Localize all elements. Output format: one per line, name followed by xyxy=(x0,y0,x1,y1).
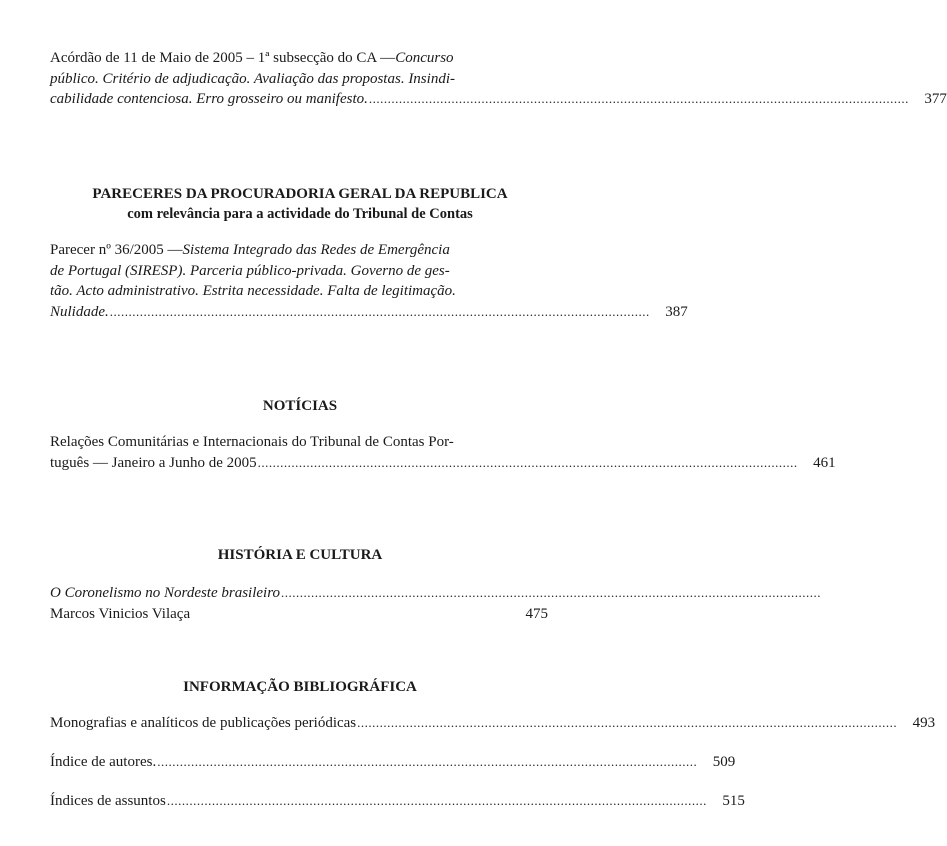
page-number: 509 xyxy=(712,754,736,770)
toc-entry-line: Monografias e analíticos de publicações periódicas ................................................................................................................................................ 493 xyxy=(50,713,548,734)
section-title: PARECERES DA PROCURADORIA GERAL DA REPUBLICA xyxy=(92,186,508,202)
section-heading-historia xyxy=(0,545,600,565)
page-number: 475 xyxy=(525,605,548,622)
toc-entry-line: cabilidade contenciosa. Erro grosseiro ou manifesto. ................................................................................................................................................ 377 xyxy=(50,89,548,110)
toc-entry-line: público. Critério de adjudicação. Avaliação das propostas. Insindi- xyxy=(50,70,455,87)
section-title: NOTÍCIAS xyxy=(262,398,338,414)
author: Marcos Vinicios Vilaça xyxy=(50,605,191,622)
toc-entry-line xyxy=(50,604,548,625)
page-number: 515 xyxy=(722,793,745,809)
toc-entry-line: tuguês — Janeiro a Junho de 2005 ................................................................................................................................................ 461 xyxy=(50,453,548,474)
section-subtitle: com relevância para a actividade do Tribunal de Contas xyxy=(127,206,473,222)
toc-entry-line: Parecer nº 36/2005 — Sistema Integrado das Redes de Emergência xyxy=(50,242,450,258)
section-heading-informacao xyxy=(0,677,600,697)
toc-entry-line: tão. Acto administrativo. Estrita necessidade. Falta de legitimação. xyxy=(50,283,456,299)
toc-entry-monografias xyxy=(50,713,936,734)
dot-leader: ................................................................................................................................................ xyxy=(109,303,650,319)
section-title: HISTÓRIA E CULTURA xyxy=(217,547,383,563)
page-number: 461 xyxy=(813,454,836,471)
toc-entry-line: Índice de autores. ................................................................................................................................................ 509 xyxy=(50,752,548,773)
section-title: INFORMAÇÃO BIBLIOGRÁFICA xyxy=(183,679,417,695)
toc-entry-line: de Portugal (SIRESP). Parceria público-privada. Governo de ges- xyxy=(50,262,450,279)
toc-entry-line: Relações Comunitárias e Internacionais do Tribunal de Contas Por- xyxy=(50,434,454,450)
page-number: 387 xyxy=(665,303,688,320)
toc-entry-coronelismo xyxy=(50,583,822,624)
page-number: 377 xyxy=(924,91,947,107)
toc-entry-line: Nulidade. ................................................................................................................................................ 387 xyxy=(50,302,548,323)
dot-leader: ................................................................................................................................................ xyxy=(281,585,822,600)
toc-entry-relacoes xyxy=(50,432,836,473)
dot-leader: ................................................................................................................................................ xyxy=(166,793,707,808)
dot-leader: ................................................................................................................................................ xyxy=(357,715,898,730)
section-heading-pareceres xyxy=(0,184,600,224)
toc-entry-indices-assuntos xyxy=(50,791,745,812)
toc-entry-acordao xyxy=(50,48,947,110)
toc-entry-line: Acórdão de 11 de Maio de 2005 – 1ª subsecção do CA — Concurso xyxy=(50,50,454,66)
dot-leader: ................................................................................................................................................ xyxy=(157,754,698,769)
dot-leader: ................................................................................................................................................ xyxy=(257,454,798,470)
toc-entry-line: O Coronelismo no Nordeste brasileiro ................................................................................................................................................ xyxy=(50,583,548,604)
section-heading-noticias xyxy=(0,396,600,416)
toc-entry-parecer xyxy=(50,240,688,322)
page-number: 493 xyxy=(912,715,936,731)
toc-entry-line: Índices de assuntos ................................................................................................................................................ 515 xyxy=(50,791,548,812)
toc-entry-indice-autores xyxy=(50,752,736,773)
dot-leader: ................................................................................................................................................ xyxy=(368,91,909,106)
